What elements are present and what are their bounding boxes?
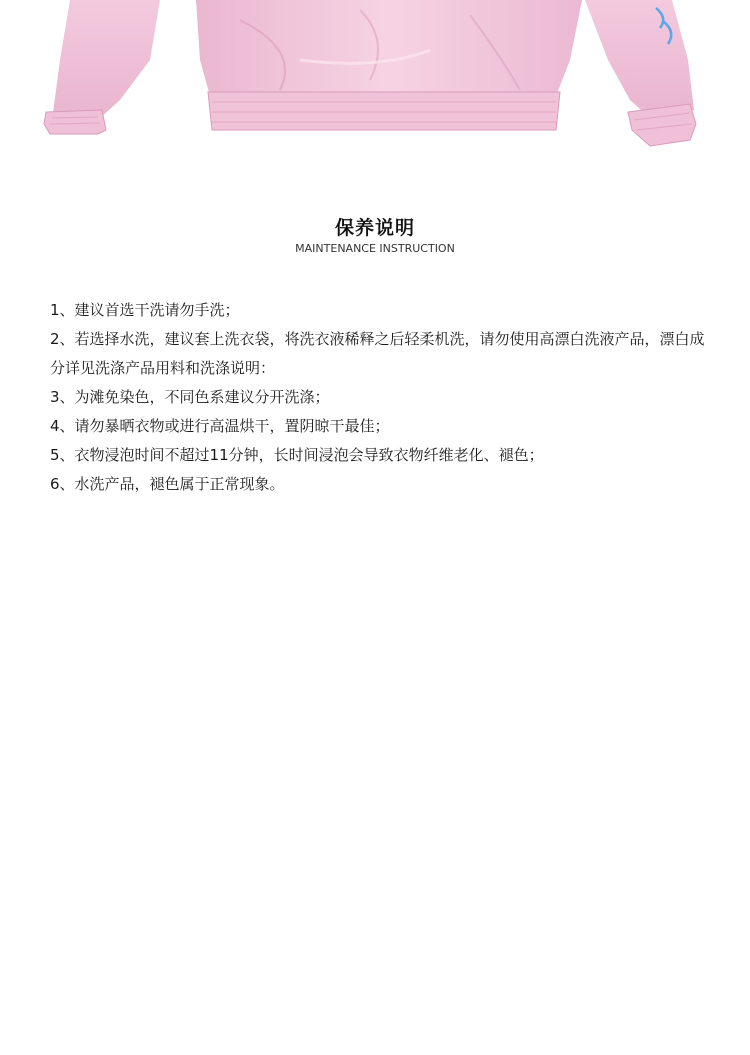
instruction-item: 5、衣物浸泡时间不超过11分钟，长时间浸泡会导致衣物纤维老化、褪色； xyxy=(50,446,544,464)
instruction-item: 2、若选择水洗，建议套上洗衣袋，将洗衣液稀释之后轻柔机洗，请勿使用高漂白洗液产品，漂白成分详见洗涤产品用料和洗涤说明： xyxy=(50,330,705,377)
section-subtitle: MAINTENANCE INSTRUCTION xyxy=(295,242,455,255)
left-sleeve xyxy=(52,0,160,120)
sweatshirt-image xyxy=(0,0,750,150)
instruction-item: 1、建议首选干洗请勿手洗； xyxy=(50,301,240,319)
instruction-item: 3、为滩免染色，不同色系建议分开洗涤； xyxy=(50,388,330,406)
instruction-item: 4、请勿暴晒衣物或进行高温烘干，置阴晾干最佳； xyxy=(50,417,390,435)
sweatshirt-body xyxy=(196,0,582,96)
left-cuff xyxy=(44,110,106,134)
instruction-item: 6、水洗产品，褪色属于正常现象。 xyxy=(50,475,285,493)
product-photo xyxy=(0,0,750,150)
section-title: 保养说明 xyxy=(334,217,415,239)
waistband xyxy=(208,92,560,130)
instruction-list xyxy=(50,296,705,499)
right-sleeve xyxy=(585,0,694,118)
